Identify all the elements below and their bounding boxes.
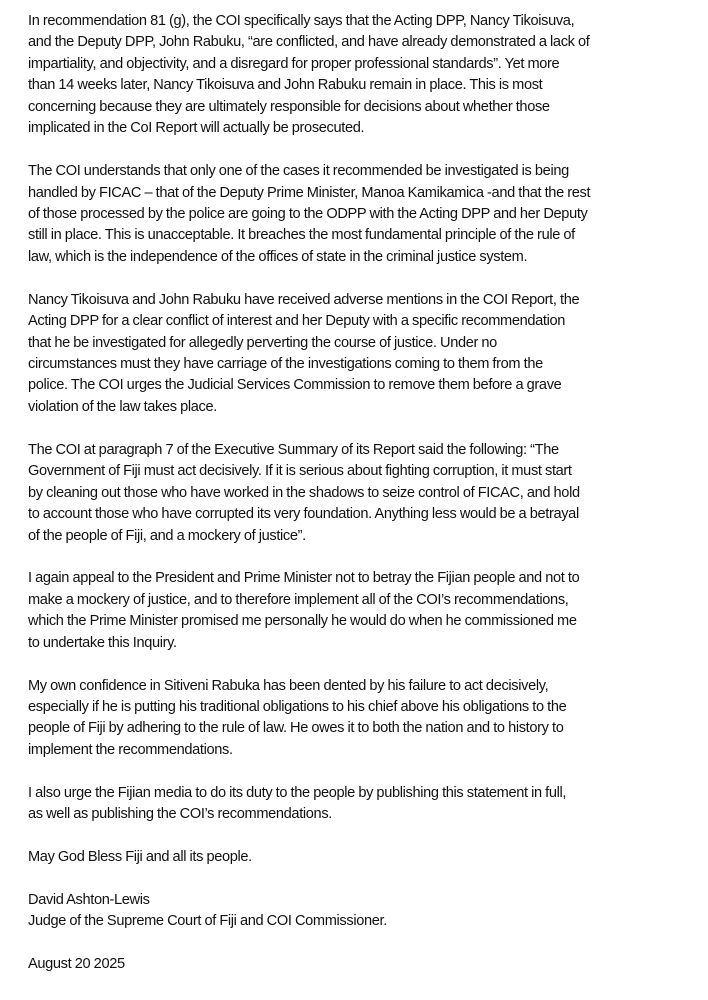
text-line: Nancy Tikoisuva and John Rabuku have received adverse mentions in the COI Report, the: [28, 291, 580, 308]
text-line: which the Prime Minister promised me personally he would do when he commissioned me: [28, 613, 577, 630]
text-line: as well as publishing the COI’s recommendations.: [28, 806, 332, 823]
paragraph-media-urge: [28, 783, 704, 826]
text-line: My own confidence in Sitiveni Rabuka has been dented by his failure to act decisively,: [28, 677, 549, 694]
text-line: by cleaning out those who have worked in the shadows to seize control of FICAC, and hold: [28, 484, 580, 501]
signature-block: [28, 890, 704, 933]
text-line: implicated in the CoI Report will actually be prosecuted.: [28, 120, 365, 137]
text-line: and the Deputy DPP, John Rabuku, “are conflicted, and have already demonstrated a lack of: [28, 34, 590, 51]
paragraph-ficac-cases: [28, 161, 704, 268]
text-line: implement the recommendations.: [28, 741, 233, 758]
text-line: concerning because they are ultimately responsible for decisions about whether those: [28, 98, 550, 115]
text-line: In recommendation 81 (g), the COI specifically says that the Acting DPP, Nancy Tikoisuva,: [28, 13, 575, 29]
text-line: make a mockery of justice, and to therefore implement all of the COI’s recommendations,: [28, 591, 569, 608]
text-line: I again appeal to the President and Prime Minister not to betray the Fijian people and not to: [28, 570, 580, 587]
text-line: May God Bless Fiji and all its people.: [28, 849, 252, 866]
date-text: August 20 2025: [28, 956, 125, 973]
text-line: that he be investigated for allegedly perverting the course of justice. Under no: [28, 334, 497, 351]
text-line: still in place. This is unacceptable. It breaches the most fundamental principle of the rule of: [28, 227, 575, 244]
text-line: The COI at paragraph 7 of the Executive Summary of its Report said the following: “The: [28, 441, 559, 458]
text-line: handled by FICAC – that of the Deputy Prime Minister, Manoa Kamikamica -and that the rest: [28, 184, 591, 201]
paragraph-adverse-mentions: [28, 290, 704, 419]
text-line: impartiality, and objectivity, and a disregard for proper professional standards”. Yet more: [28, 55, 560, 72]
paragraph-recommendation-81g: [28, 11, 704, 140]
text-line: people of Fiji by adhering to the rule of law. He owes it to both the nation and to history to: [28, 720, 564, 737]
text-line: Government of Fiji must act decisively. If it is serious about fighting corruption, it must start: [28, 463, 572, 480]
paragraph-executive-summary-quote: [28, 440, 704, 547]
text-line: of those processed by the police are going to the ODPP with the Acting DPP and her Deputy: [28, 205, 588, 222]
text-line: Acting DPP for a clear conflict of interest and her Deputy with a specific recommendation: [28, 313, 566, 330]
text-line: to undertake this Inquiry.: [28, 634, 177, 651]
text-line: circumstances must they have carriage of the investigations coming to them from the: [28, 356, 543, 372]
text-line: to account those who have corrupted its very foundation. Anything less would be a betrayal: [28, 506, 579, 523]
paragraph-blessing: [28, 847, 704, 868]
text-line: than 14 weeks later, Nancy Tikoisuva and John Rabuku remain in place. This is most: [28, 77, 543, 94]
text-line: of the people of Fiji, and a mockery of justice”.: [28, 527, 306, 544]
paragraph-confidence: [28, 676, 704, 762]
paragraph-appeal: [28, 568, 704, 654]
signatory-title: Judge of the Supreme Court of Fiji and COI Commissioner.: [28, 913, 387, 930]
signatory-name: David Ashton-Lewis: [28, 891, 150, 908]
statement-date: [28, 954, 704, 975]
text-line: The COI understands that only one of the cases it recommended be investigated is being: [28, 163, 569, 180]
text-line: I also urge the Fijian media to do its duty to the people by publishing this statement in full,: [28, 784, 567, 801]
text-line: law, which is the independence of the offices of state in the criminal justice system.: [28, 248, 528, 265]
text-line: especially if he is putting his traditional obligations to his chief above his obligations to the: [28, 699, 567, 715]
text-line: police. The COI urges the Judicial Services Commission to remove them before a grave: [28, 377, 562, 394]
text-line: violation of the law takes place.: [28, 398, 217, 415]
statement-document: [28, 11, 704, 997]
